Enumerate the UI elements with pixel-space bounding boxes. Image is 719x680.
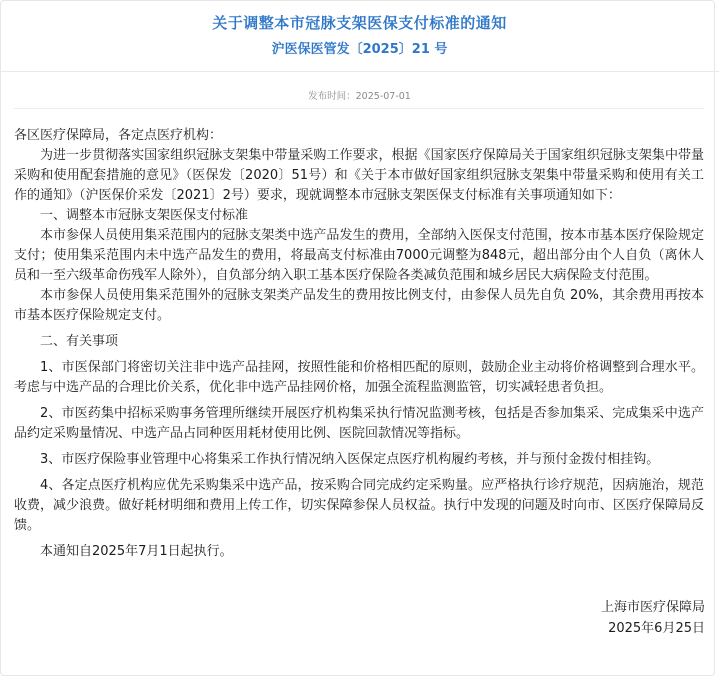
effective-date-paragraph: 本通知自2025年7月1日起执行。: [40, 544, 233, 559]
item-4: 4、各定点医疗机构应优先采购集采中选产品，按采购合同完成约定采购量。应严格执行诊疗规范，因病施治，规范收费，减少浪费。做好耗材明细和费用上传工作，切实保障参保人员权益。执行中发现的问题及时向市、区医疗保障局反馈。: [14, 478, 704, 533]
item-3: 3、市医疗保险事业管理中心将集采工作执行情况纳入医保定点医疗机构履约考核，并与预付金拨付相挂钩。: [40, 452, 660, 467]
document-number: 沪医保医管发〔2025〕21 号: [271, 42, 448, 57]
publish-time: 发布时间：2025-07-01: [308, 91, 411, 102]
section1-heading: 一、调整本市冠脉支架医保支付标准: [40, 208, 249, 223]
section2-heading: 二、有关事项: [40, 334, 119, 349]
intro-paragraph: 为进一步贯彻落实国家组织冠脉支架集中带量采购工作要求，根据《国家医疗保障局关于国家组织冠脉支架集中带量采购和使用配套措施的意见》（医保发〔2020〕51号）和《关于本市做好国家组织冠脉支架集中带量采购和使用有关工作的通知》（沪医保价采发〔2021〕2号）要求，现就调整本市冠脉支架医保支付标准有关事项通知如下：: [14, 148, 704, 203]
signer-name: 上海市医疗保障局: [600, 600, 705, 615]
page-title: 关于调整本市冠脉支架医保支付标准的通知: [212, 14, 507, 32]
sign-date: 2025年6月25日: [608, 621, 705, 636]
section1-paragraph-1: 本市参保人员使用集采范围内的冠脉支架类中选产品发生的费用，全部纳入医保支付范围，按本市基本医疗保险规定支付；使用集采范围内未中选产品发生的费用，将最高支付标准由7000元调整为848元，超出部分由个人自负（离休人员和一至六级革命伤残军人除外），自负部分纳入职工基本医疗保险各类减负范围和城乡居民大病保险支付范围。: [14, 228, 704, 283]
item-2: 2、市医药集中招标采购事务管理所继续开展医疗机构集采执行情况监测考核，包括是否参加集采、完成集采中选产品约定采购量情况、中选产品占同种医用耗材使用比例、医院回款情况等指标。: [14, 406, 704, 441]
salutation: 各区医疗保障局，各定点医疗机构：: [14, 128, 223, 143]
signature-block: [601, 597, 705, 639]
header-divider: [0, 71, 719, 72]
item-1: 1、市医保部门将密切关注非中选产品挂网，按照性能和价格相匹配的原则，鼓励企业主动将价格调整到合理水平。考虑与中选产品的合理比价关系，优化非中选产品挂网价格，加强全流程监测监管，切实减轻患者负担。: [14, 360, 704, 395]
body-divider: [14, 108, 704, 109]
document-body: [14, 126, 704, 562]
section1-paragraph-2: 本市参保人员使用集采范围外的冠脉支架类产品发生的费用按比例支付，由参保人员先自负 20%，其余费用再按本市基本医疗保险规定支付。: [14, 288, 704, 323]
